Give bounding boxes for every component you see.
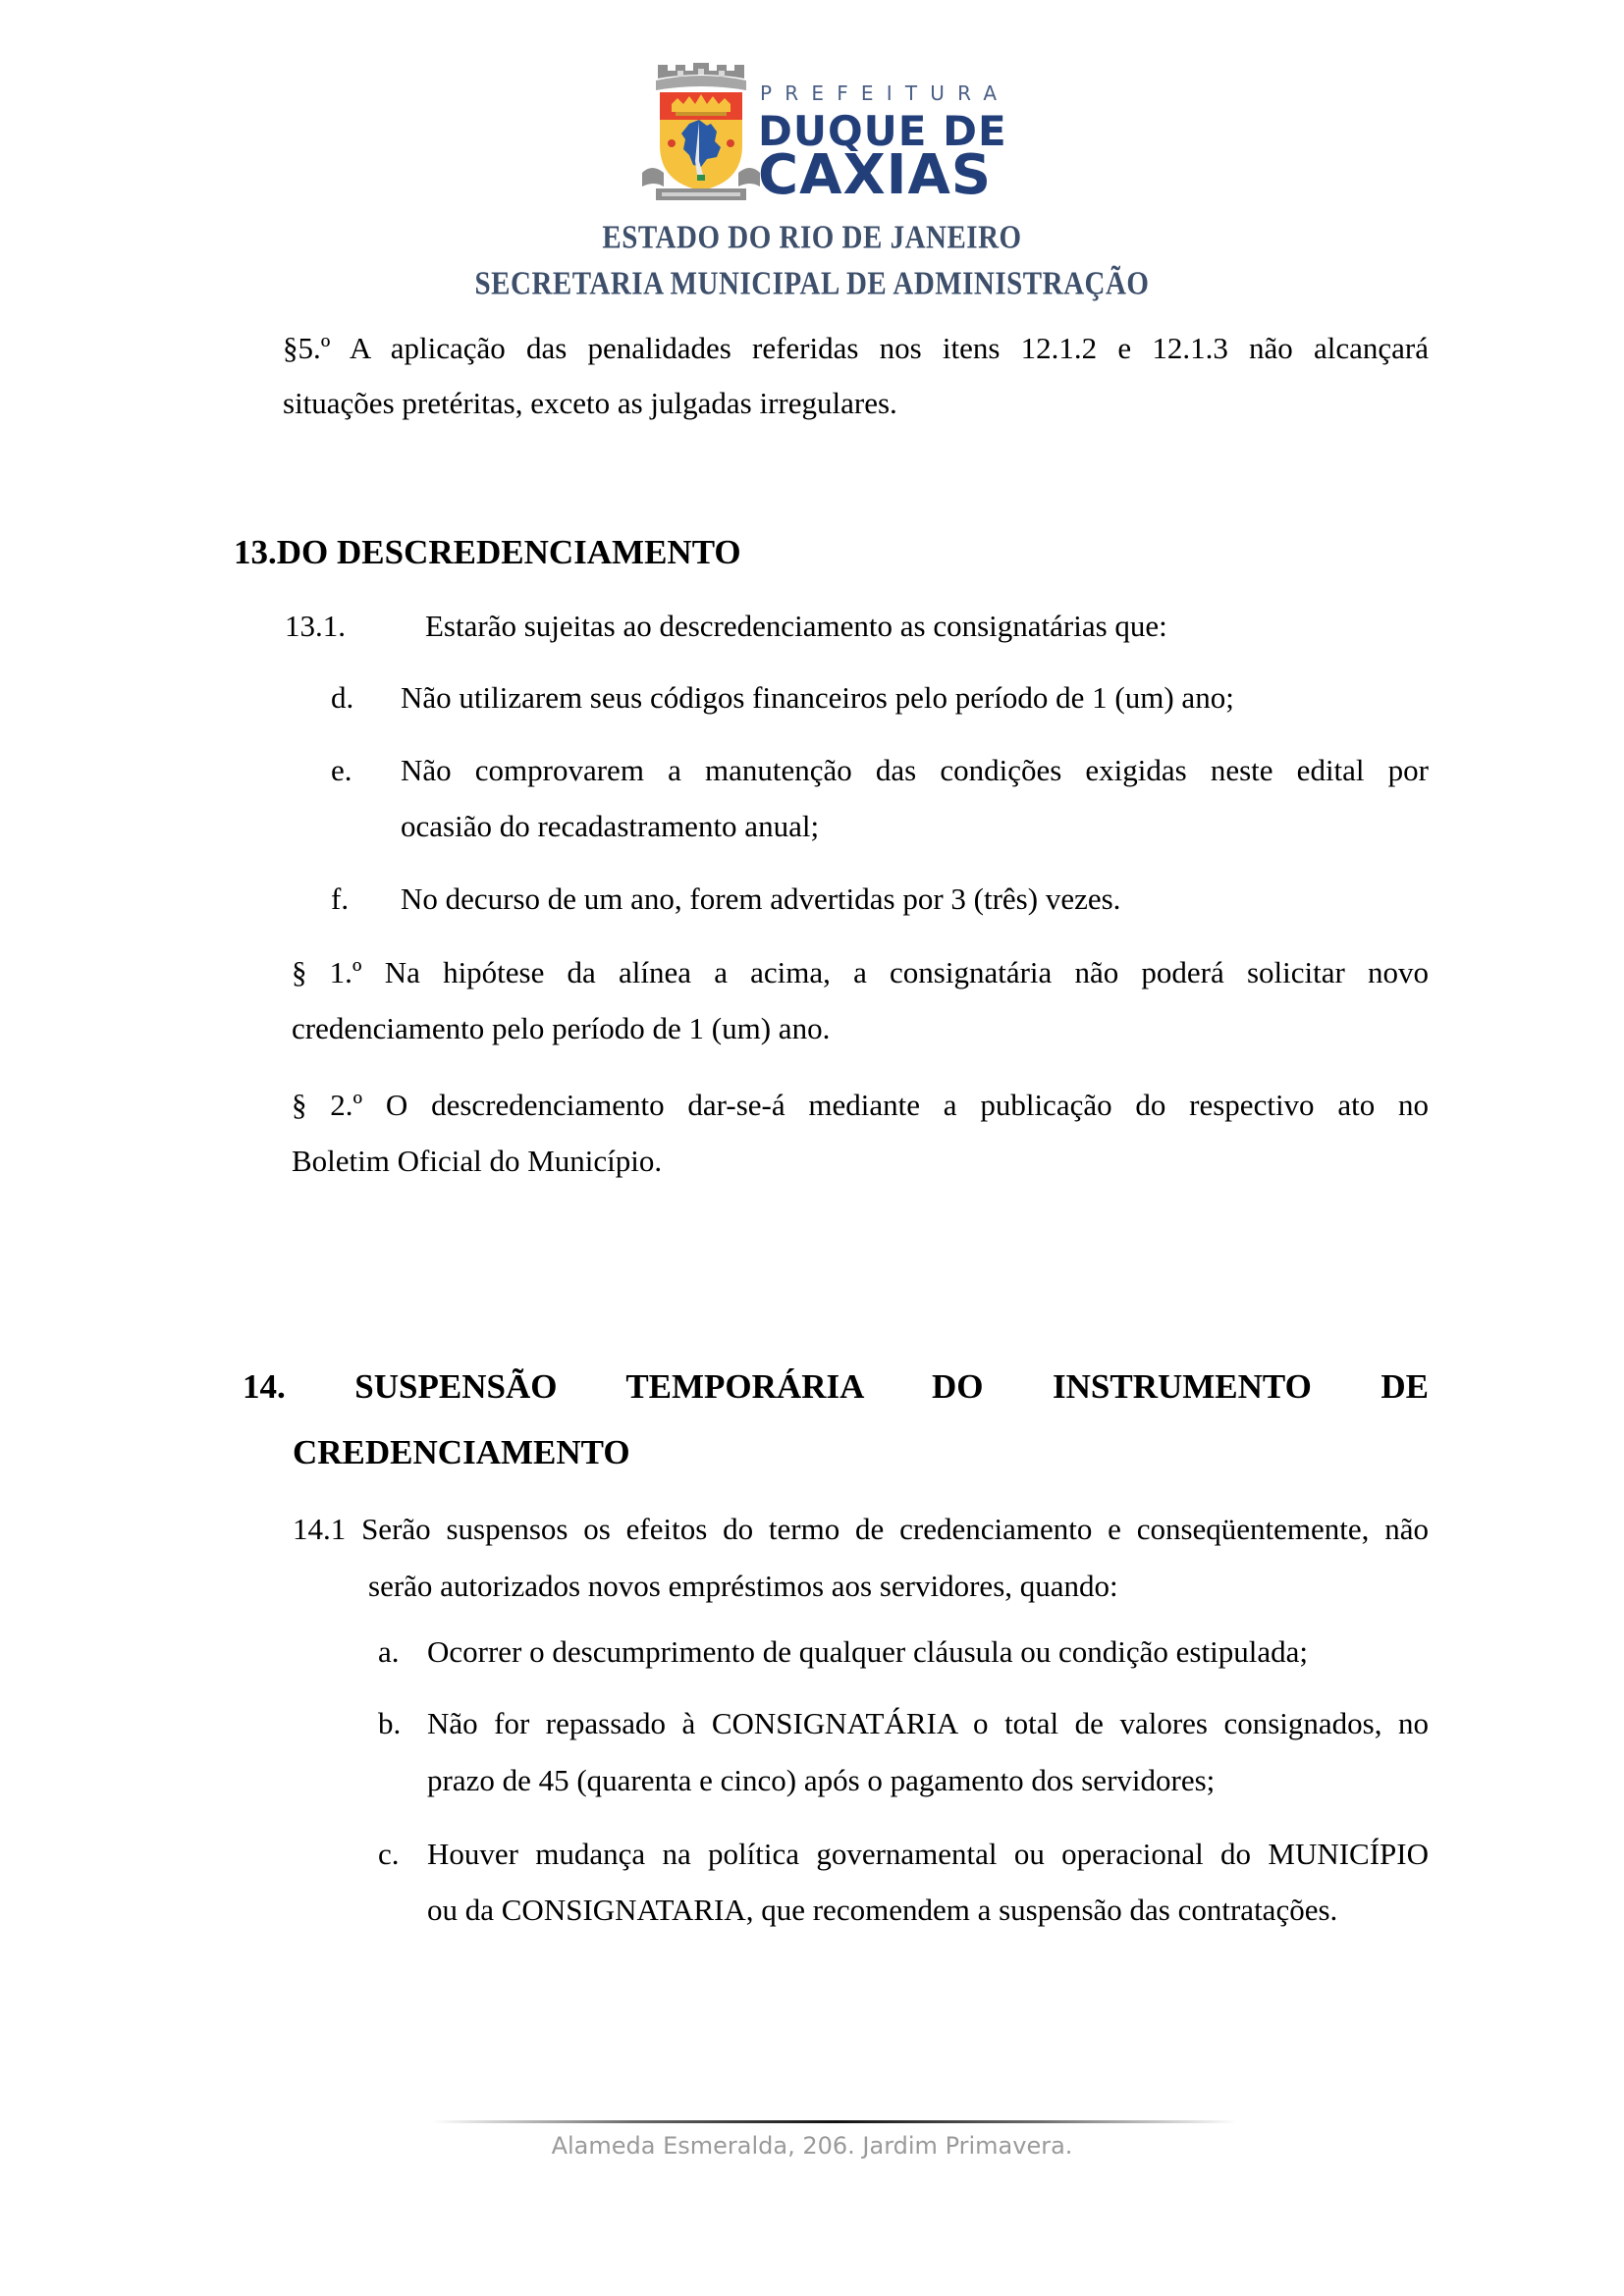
paragraph-5-line2: situações pretéritas, exceto as julgadas irregulares. [283,386,897,420]
list-item-text: Houver mudança na política governamental ou operacional do MUNICÍPIO [427,1837,1429,1871]
department-name: SECRETARIA MUNICIPAL DE ADMINISTRAÇÃO [474,265,1150,302]
paragraph-2-line2: Boletim Oficial do Município. [292,1144,663,1178]
list-item-text: Ocorrer o descumprimento de qualquer cláusula ou condição estipulada; [427,1634,1308,1669]
list-item-text-continued: ocasião do recadastramento anual; [401,809,820,843]
section-13-heading: 13.DO DESCREDENCIAMENTO [234,533,741,571]
logo-prefeitura-text: PREFEITURA [760,81,1010,105]
clause-14-1-line1: 14.1 Serão suspensos os efeitos do termo de credenciamento e conseqüentemente, não [293,1512,1429,1546]
list-item-text-continued: ou da CONSIGNATARIA, que recomendem a suspensão das contratações. [427,1893,1338,1927]
logo-city-name-line1: DUQUE DE [758,107,1007,155]
list-item-text: Não comprovarem a manutenção das condições exigidas neste edital por [401,753,1429,787]
list-item-letter: b. [378,1706,402,1740]
footer-address: Alameda Esmeralda, 206. Jardim Primavera. [551,2132,1073,2160]
list-item-letter: a. [378,1634,400,1669]
list-item-letter: d. [331,680,354,715]
list-item-letter: c. [378,1837,400,1871]
coat-of-arms-icon [638,59,764,204]
state-name: ESTADO DO RIO DE JANEIRO [602,219,1022,256]
paragraph-1-line2: credenciamento pelo período de 1 (um) ano. [292,1011,831,1045]
list-item-letter: f. [331,881,350,916]
list-item-letter: e. [331,753,352,787]
list-item-text-continued: prazo de 45 (quarenta e cinco) após o pagamento dos servidores; [427,1763,1216,1797]
section-14-heading-line2: CREDENCIAMENTO [293,1433,630,1471]
clause-13-1-number: 13.1. [285,609,346,643]
logo-city-name-line2: CAXIAS [758,143,993,207]
paragraph-2-line1: § 2.º O descredenciamento dar-se-á mediante a publicação do respectivo ato no [292,1088,1429,1122]
footer-divider [432,2120,1237,2123]
clause-14-1-line2: serão autorizados novos empréstimos aos servidores, quando: [368,1569,1118,1603]
clause-13-1-text: Estarão sujeitas ao descredenciamento as consignatárias que: [425,609,1167,643]
list-item-text: Não for repassado à CONSIGNATÁRIA o total de valores consignados, no [427,1706,1429,1740]
paragraph-5-line1: §5.º A aplicação das penalidades referidas nos itens 12.1.2 e 12.1.3 não alcançará [283,331,1429,365]
section-14-heading-line1: 14. SUSPENSÃO TEMPORÁRIA DO INSTRUMENTO DE [243,1367,1429,1406]
list-item-text: Não utilizarem seus códigos financeiros pelo período de 1 (um) ano; [401,680,1234,715]
list-item-text: No decurso de um ano, forem advertidas por 3 (três) vezes. [401,881,1121,916]
paragraph-1-line1: § 1.º Na hipótese da alínea a acima, a consignatária não poderá solicitar novo [292,955,1429,989]
